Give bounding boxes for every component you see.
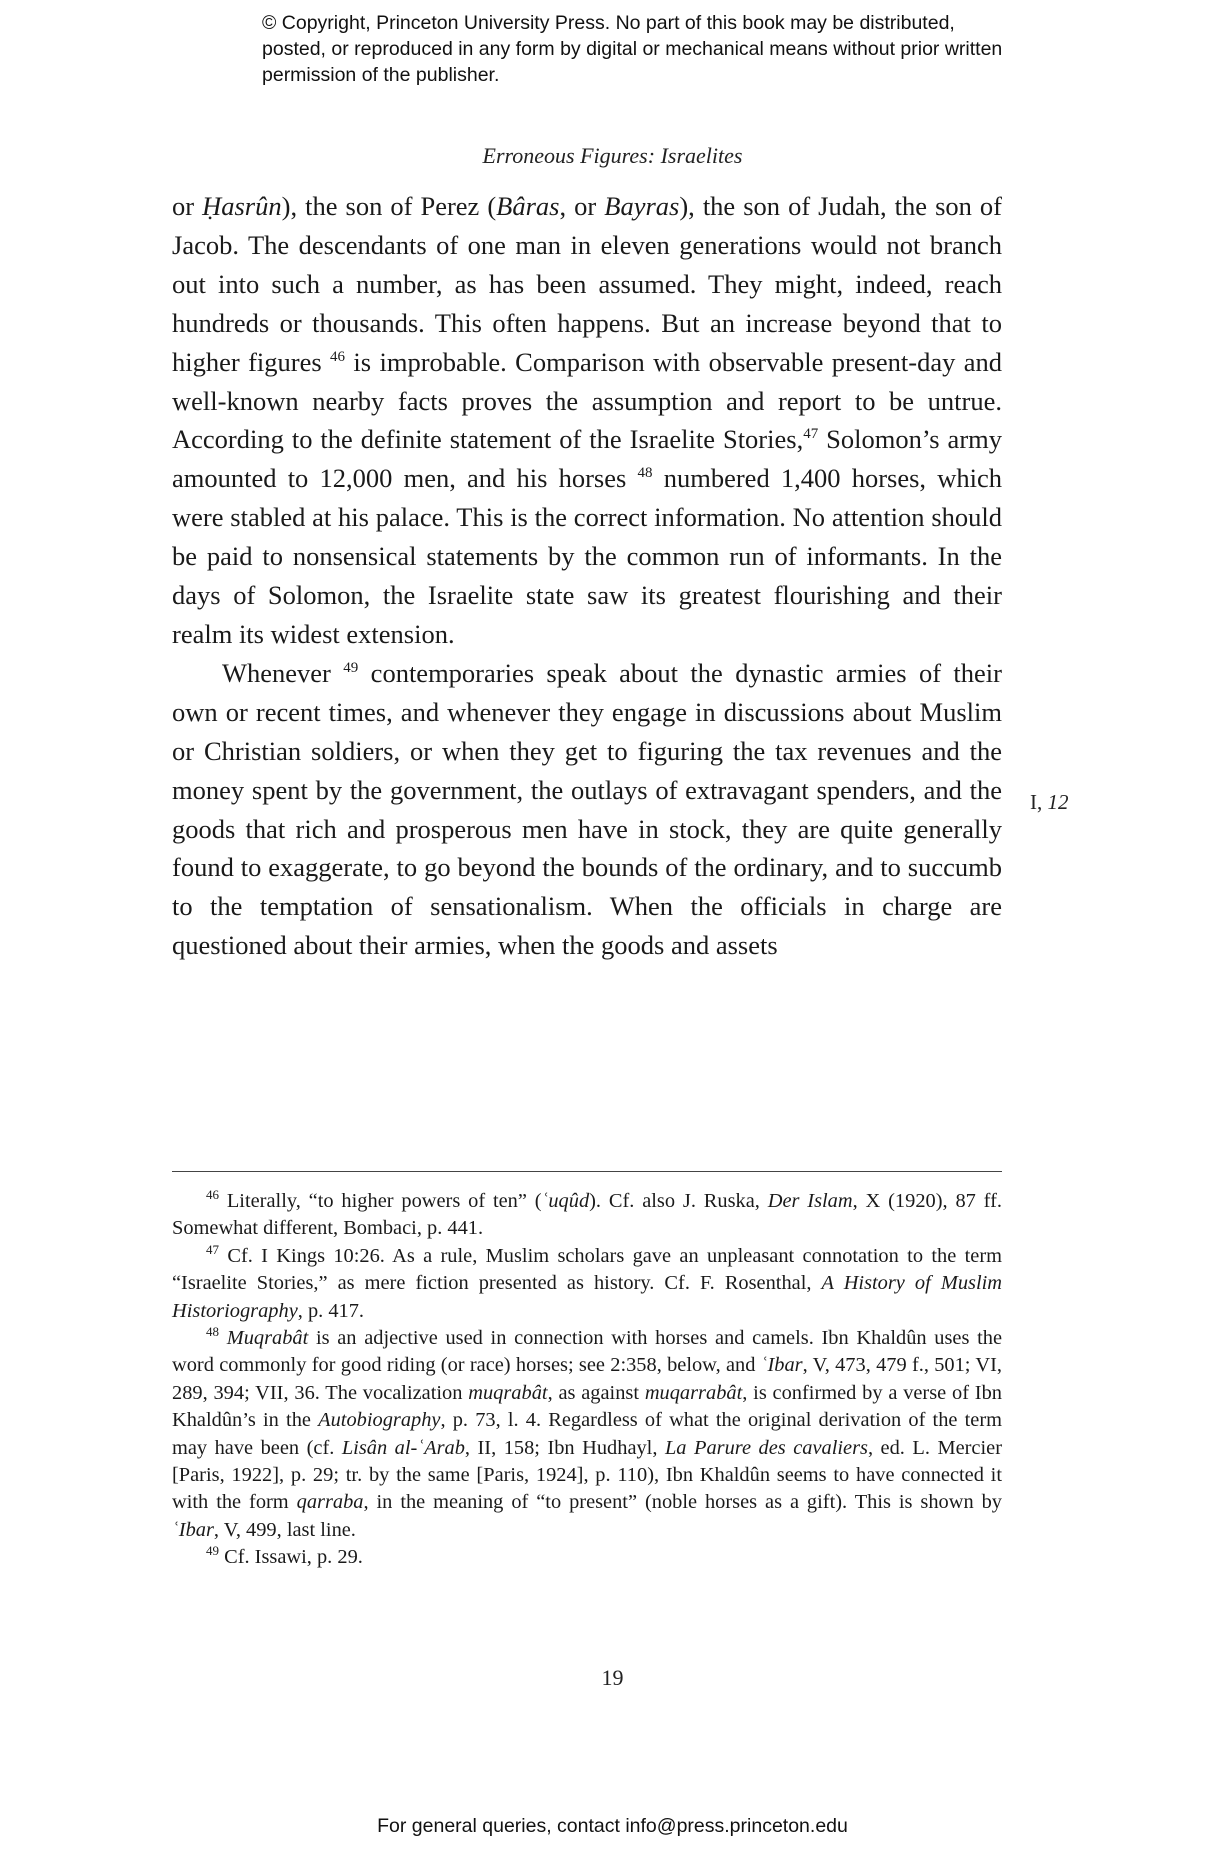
footnote-ref-48[interactable]: 48: [637, 465, 653, 482]
footnote-ref-49[interactable]: 49: [343, 660, 359, 677]
footnote-49: $^{49}$ Cf. Issawi, p. 29.: [206, 1543, 363, 1569]
footnote-ref-46[interactable]: 46: [330, 348, 346, 365]
running-head: Erroneous Figures: Israelites: [482, 143, 743, 168]
footnote-48: $^{48}$ Muqrabât is an adjective used in connection with horses and camels. Ibn Khaldûn uses the word commonly for good riding (or race) horses; see 2:358, below, and ʿIbar, V, 473, 479 f., 501; VI, 289, 394; VII, 36. The vocalization muqrabât, as against muqarrabât, is confirmed by a verse of Ibn Khaldûn’s in the Autobiography, p. 73, l. 4. Regardless of what the original derivation of the term may have been (cf. Lisân al-ʿArab, II, 158; Ibn Hudhayl, La Parure des cavaliers, ed. L. Mercier [Paris, 1922], p. 29; tr. by the same [Paris, 1924], p. 110), Ibn Khaldûn seems to have connected it with the form qarraba, in the meaning of “to present” (noble horses as a gift). This is shown by ʿIbar, V, 499, last line.: [172, 1324, 1003, 1541]
footnotes: [172, 1188, 1002, 1572]
margin-reference: I, 12: [1030, 790, 1069, 814]
footnote-ref-47[interactable]: 47: [803, 426, 819, 443]
footnote-46: $^{46}$ Literally, “to higher powers of ten” (ʿuqûd). Cf. also J. Ruska, Der Islam, X (1920), 87 ff. Somewhat different, Bombaci, p. 441.: [172, 1187, 1002, 1240]
page-number: 19: [601, 1665, 624, 1690]
copyright-notice: © Copyright, Princeton University Press. No part of this book may be distributed, posted, or reproduced in any form by digital or mechanical means without prior written permission of the publisher.: [262, 12, 1003, 86]
main-text: [172, 187, 1002, 965]
paragraph-2: Whenever $^{49}$ contemporaries speak about the dynastic armies of their own or recent times, and whenever they engage in discussions about Muslim or Christian soldiers, or when they get to figuring the tax revenues and the money spent by the government, the outlays of extravagant spenders, and the goods that rich and prosperous men have in stock, they are quite generally found to exaggerate, to go beyond the bounds of the ordinary, and to succumb to the temptation of sensationalism. When the officials in charge are questioned about their armies, when the goods and assets: [172, 657, 1002, 961]
contact-notice: For general queries, contact info@press.princeton.edu: [377, 1815, 848, 1837]
footnote-divider: [172, 1171, 1002, 1172]
footnote-47: $^{47}$ Cf. I Kings 10:26. As a rule, Muslim scholars gave an unpleasant connotation to the term “Israelite Stories,” as mere fiction presented as history. Cf. F. Rosenthal, A History of Muslim Historiography, p. 417.: [172, 1242, 1003, 1322]
paragraph-1: or Ḥasrûn), the son of Perez (Bâras, or Bayras), the son of Judah, the son of Jacob. The descendants of one man in eleven generations would not branch out into such a number, as has been assumed. They might, indeed, reach hundreds or thousands. This often happens. But an increase beyond that to higher figures $^{46}$ is improbable. Comparison with observable present-day and well-known nearby facts proves the assumption and report to be untrue. According to the definite statement of the Israelite Stories,$^{47}$ Solomon’s army amounted to 12,000 men, and his horses $^{48}$ numbered 1,400 horses, which were stabled at his palace. This is the correct information. No attention should be paid to nonsensical statements by the common run of informants. In the days of Solomon, the Israelite state saw its greatest flourishing and their realm its widest extension.: [172, 191, 1003, 649]
